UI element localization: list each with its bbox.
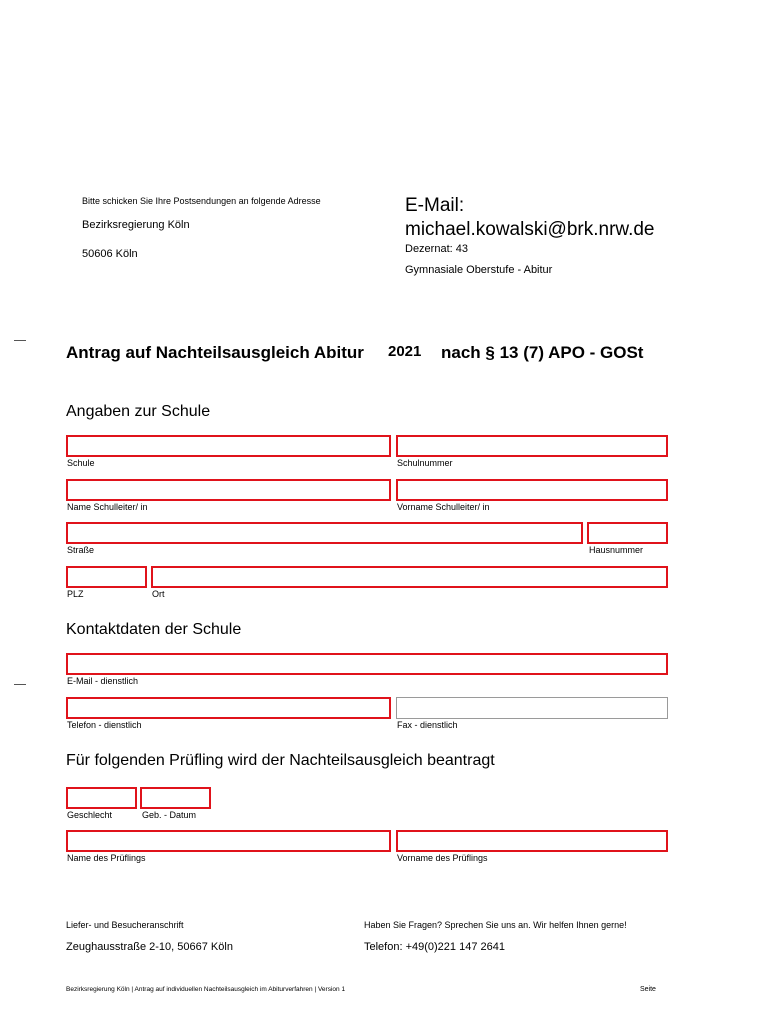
fold-mark: [14, 340, 26, 341]
schule-input[interactable]: [66, 435, 391, 457]
section-school-heading: Angaben zur Schule: [66, 403, 211, 420]
email-label: E-Mail:: [405, 195, 465, 216]
vorname-pruefling-input[interactable]: [396, 830, 668, 852]
email-dienstlich-label: E-Mail - dienstlich: [67, 676, 139, 686]
geschlecht-input[interactable]: [66, 787, 137, 809]
schulnummer-input[interactable]: [396, 435, 668, 457]
section-candidate-heading: Für folgenden Prüfling wird der Nachteilsausgleich beantragt: [66, 752, 495, 769]
telefon-dienstlich-input[interactable]: [66, 697, 391, 719]
hausnummer-label: Hausnummer: [589, 545, 644, 555]
hausnummer-input[interactable]: [587, 522, 668, 544]
name-schulleiter-label: Name Schulleiter/ in: [67, 502, 148, 512]
email-dienstlich-input[interactable]: [66, 653, 668, 675]
address-org: Bezirksregierung Köln: [82, 219, 190, 231]
footer-phone: Telefon: +49(0)221 147 2641: [364, 941, 505, 953]
title-main: Antrag auf Nachteilsausgleich Abitur: [66, 343, 364, 362]
vorname-pruefling-label: Vorname des Prüflings: [397, 853, 488, 863]
footer-help-heading: Haben Sie Fragen? Sprechen Sie uns an. Wir helfen Ihnen gerne!: [364, 920, 627, 930]
ort-input[interactable]: [151, 566, 668, 588]
dezernat: Dezernat: 43: [405, 243, 468, 255]
plz-input[interactable]: [66, 566, 147, 588]
footer-docline: Bezirksregierung Köln | Antrag auf individuellen Nachteilsausgleich im Abiturverfahren | Version 1: [66, 986, 346, 993]
fold-mark: [14, 684, 26, 685]
address-city: 50606 Köln: [82, 248, 138, 260]
department: Gymnasiale Oberstufe - Abitur: [405, 264, 553, 276]
geb-datum-label: Geb. - Datum: [142, 810, 197, 820]
title-year: 2021: [388, 343, 422, 360]
plz-label: PLZ: [67, 589, 84, 599]
geb-datum-input[interactable]: [140, 787, 211, 809]
strasse-label: Straße: [67, 545, 95, 555]
footer-page: Seite: [640, 986, 656, 993]
schulnummer-label: Schulnummer: [397, 458, 453, 468]
fax-dienstlich-label: Fax - dienstlich: [397, 720, 458, 730]
title-legal: nach § 13 (7) APO - GOSt: [441, 343, 644, 362]
vorname-schulleiter-label: Vorname Schulleiter/ in: [397, 502, 490, 512]
footer-address: Zeughausstraße 2-10, 50667 Köln: [66, 941, 233, 953]
telefon-dienstlich-label: Telefon - dienstlich: [67, 720, 142, 730]
strasse-input[interactable]: [66, 522, 583, 544]
name-pruefling-label: Name des Prüflings: [67, 853, 146, 863]
footer-address-heading: Liefer- und Besucheranschrift: [66, 920, 184, 930]
postal-note: Bitte schicken Sie Ihre Postsendungen an folgende Adresse: [82, 196, 321, 206]
name-pruefling-input[interactable]: [66, 830, 391, 852]
name-schulleiter-input[interactable]: [66, 479, 391, 501]
email-address[interactable]: michael.kowalski@brk.nrw.de: [405, 219, 655, 240]
fax-dienstlich-input[interactable]: [396, 697, 668, 719]
schule-label: Schule: [67, 458, 95, 468]
geschlecht-label: Geschlecht: [67, 810, 113, 820]
ort-label: Ort: [152, 589, 165, 599]
section-contact-heading: Kontaktdaten der Schule: [66, 621, 242, 638]
vorname-schulleiter-input[interactable]: [396, 479, 668, 501]
